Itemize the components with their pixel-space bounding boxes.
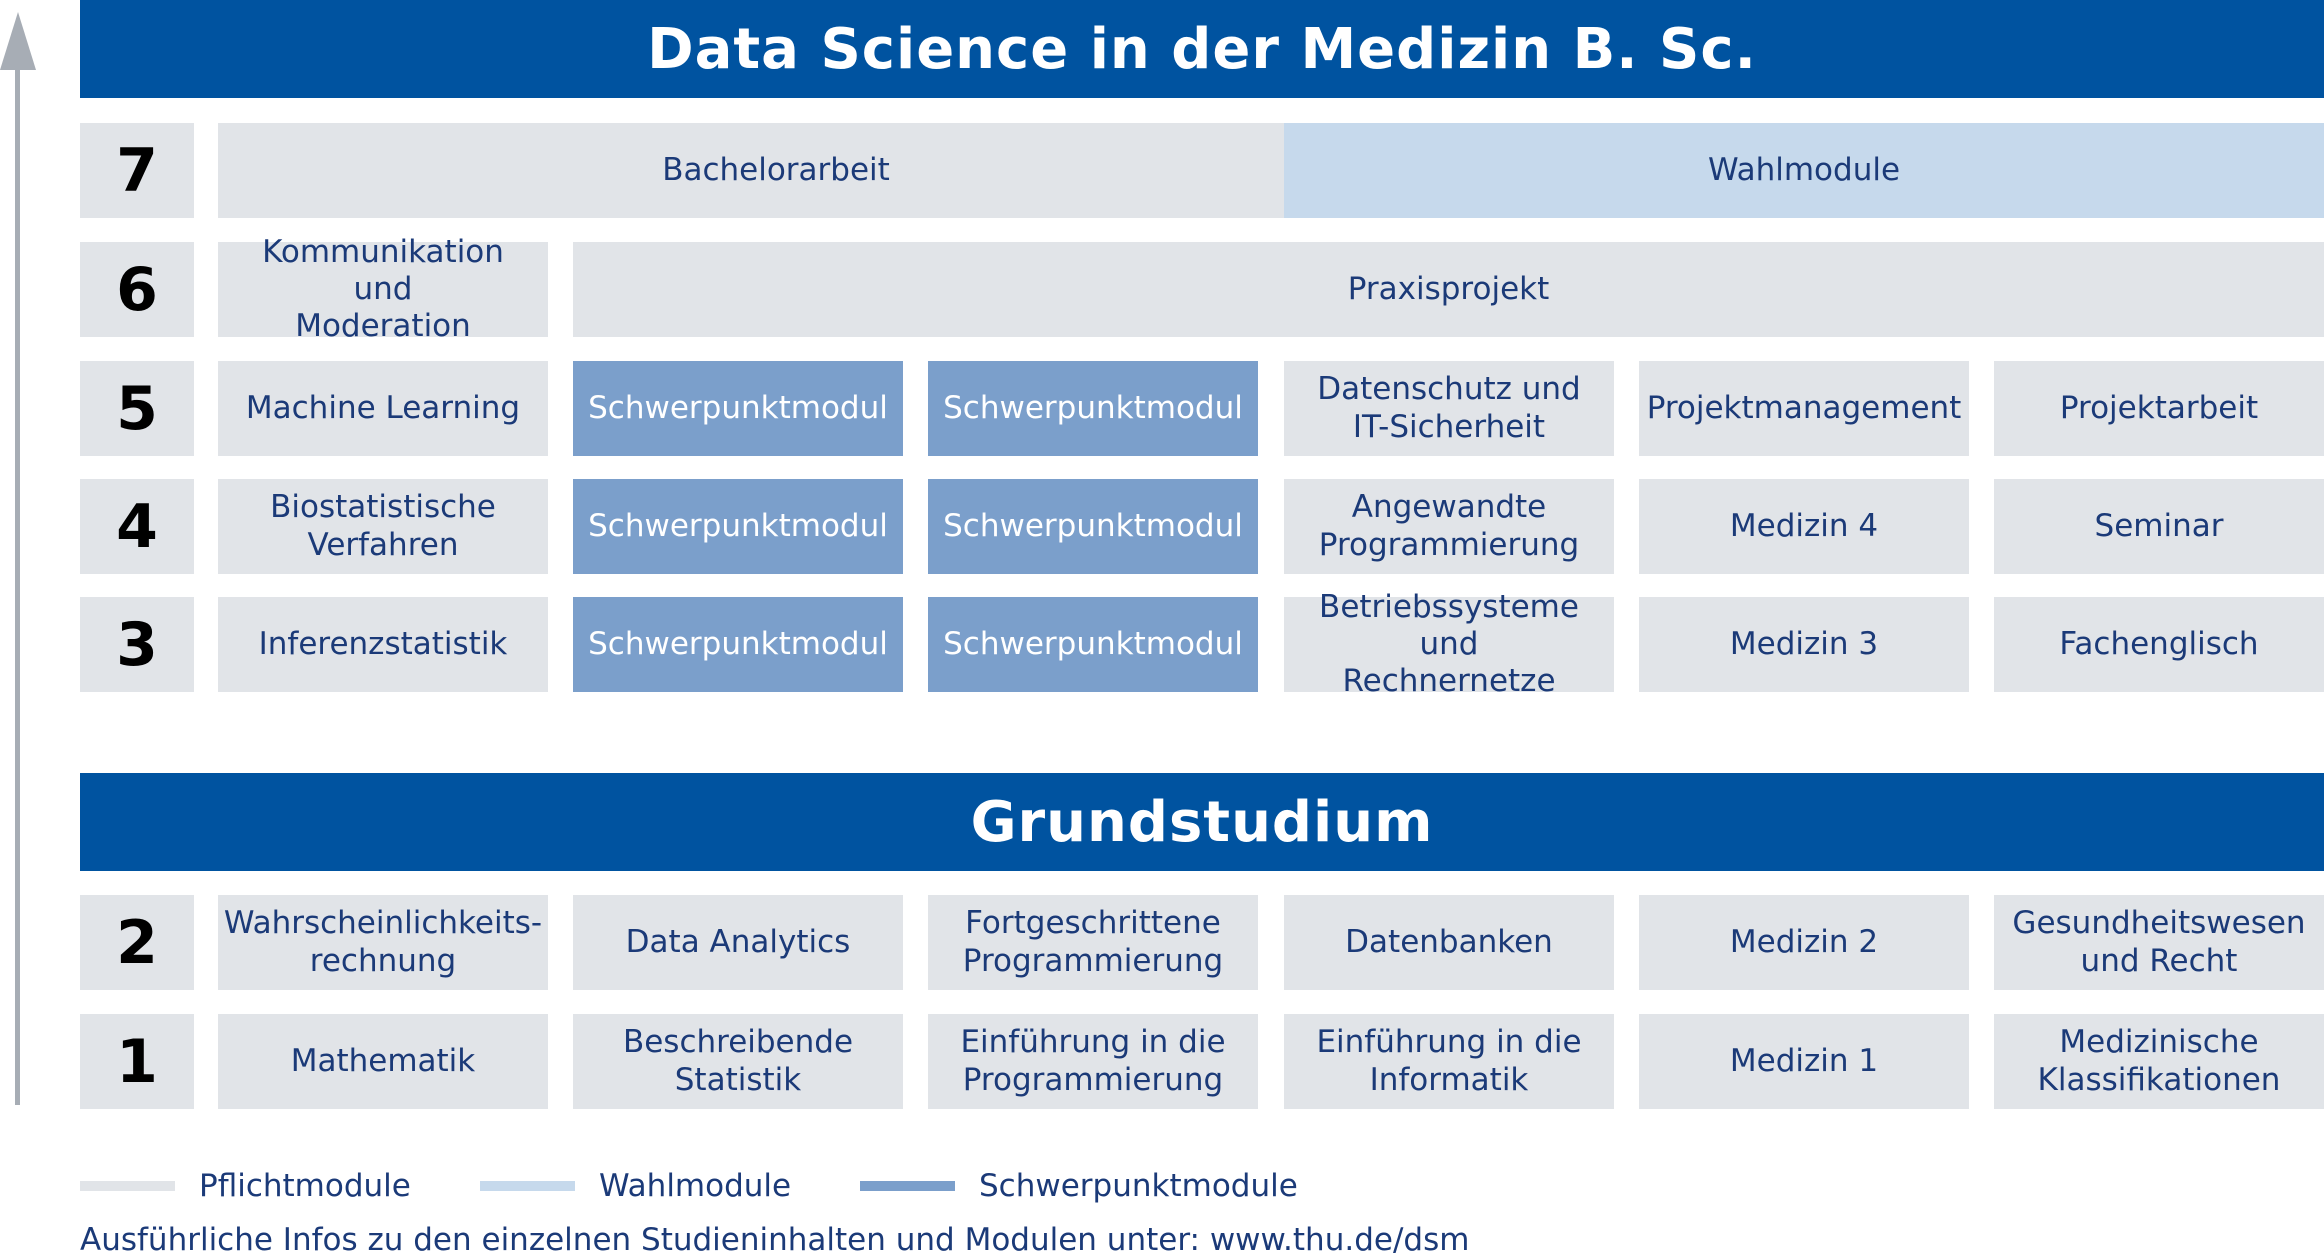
module-cell <box>1284 895 1614 990</box>
grundstudium-title: Grundstudium <box>970 789 1434 855</box>
module-cell <box>218 479 548 574</box>
grundstudium-banner <box>80 773 2324 871</box>
module-label: Schwerpunktmodul <box>588 625 888 662</box>
module-cell <box>218 361 548 456</box>
module-label: Datenbanken <box>1345 923 1553 960</box>
legend-item-pflicht <box>80 1166 411 1206</box>
semester-number: 7 <box>80 123 194 218</box>
legend-label: Pflichtmodule <box>199 1168 411 1204</box>
module-cell <box>1994 1014 2324 1109</box>
module-cell <box>1284 361 1614 456</box>
module-label: Projektarbeit <box>2059 389 2259 426</box>
module-label: Schwerpunktmodul <box>588 389 888 426</box>
module-label: Schwerpunktmodul <box>943 625 1243 662</box>
module-label: Einführung in die Programmierung <box>960 1024 1226 1098</box>
timeline-arrow-icon <box>0 12 36 70</box>
module-cell <box>1284 1014 1614 1109</box>
module-label: Bachelorarbeit <box>662 151 890 188</box>
program-title-banner <box>80 0 2324 98</box>
module-label: Wahrscheinlichkeits- rechnung <box>223 905 543 979</box>
semester-row-4 <box>80 479 2324 574</box>
semester-row-5 <box>80 361 2324 456</box>
module-label: Schwerpunktmodul <box>943 507 1243 544</box>
module-label: Projektmanagement <box>1646 389 1962 426</box>
legend-swatch-wahl <box>480 1181 575 1191</box>
module-cell <box>218 233 548 345</box>
module-label: Praxisprojekt <box>1347 270 1550 307</box>
module-label: Datenschutz und IT-Sicherheit <box>1317 371 1581 445</box>
module-cell <box>573 597 903 692</box>
module-cell <box>1639 895 1969 990</box>
timeline-arrow-shaft <box>15 65 20 1105</box>
module-label: Machine Learning <box>245 389 521 426</box>
module-cell <box>928 597 1258 692</box>
module-cell <box>573 361 903 456</box>
module-label: Medizin 2 <box>1729 923 1879 960</box>
module-cell <box>1284 588 1614 700</box>
module-label: Medizin 1 <box>1729 1042 1879 1079</box>
module-cell <box>218 1014 548 1109</box>
module-label: Betriebssysteme und Rechnernetze <box>1319 588 1579 700</box>
footnote: Ausführliche Infos zu den einzelnen Studieninhalten und Modulen unter: www.thu.de/dsm <box>80 1222 1470 1258</box>
module-cell <box>928 479 1258 574</box>
semester-number: 2 <box>80 895 194 990</box>
module-label: Biostatistische Verfahren <box>270 489 496 563</box>
semester-number: 4 <box>80 479 194 574</box>
module-label: Seminar <box>2094 507 2224 544</box>
semester-row-1 <box>80 1014 2324 1109</box>
module-cell <box>218 597 548 692</box>
module-cell <box>573 479 903 574</box>
module-label: Medizin 3 <box>1729 625 1879 662</box>
module-label: Schwerpunktmodul <box>588 507 888 544</box>
legend-swatch-pflicht <box>80 1181 175 1191</box>
module-label: Inferenzstatistik <box>258 625 508 662</box>
module-cell <box>573 895 903 990</box>
semester-row-3 <box>80 588 2324 700</box>
semester-number: 3 <box>80 597 194 692</box>
module-cell <box>1639 479 1969 574</box>
module-label: Mathematik <box>290 1042 476 1079</box>
module-label: Wahlmodule <box>1707 151 1901 188</box>
module-cell <box>1284 479 1614 574</box>
module-label: Einführung in die Informatik <box>1316 1024 1582 1098</box>
module-cell <box>1994 895 2324 990</box>
module-cell <box>1994 361 2324 456</box>
semester-row-6 <box>80 233 2324 345</box>
module-label: Beschreibende Statistik <box>622 1024 854 1098</box>
semester-row-2 <box>80 895 2324 990</box>
legend-label: Schwerpunktmodule <box>979 1168 1298 1204</box>
module-cell <box>573 1014 903 1109</box>
module-cell <box>928 361 1258 456</box>
module-cell <box>218 123 1334 218</box>
legend-swatch-schwerpunkt <box>860 1181 955 1191</box>
module-cell <box>1284 123 2324 218</box>
legend-item-schwerpunkt <box>860 1166 1298 1206</box>
module-cell <box>218 895 548 990</box>
semester-number: 1 <box>80 1014 194 1109</box>
module-cell <box>1639 597 1969 692</box>
module-label: Angewandte Programmierung <box>1318 489 1580 563</box>
module-label: Data Analytics <box>625 923 851 960</box>
module-cell <box>928 1014 1258 1109</box>
module-label: Schwerpunktmodul <box>943 389 1243 426</box>
module-label: Fortgeschrittene Programmierung <box>962 905 1224 979</box>
module-label: Medizinische Klassifikationen <box>2037 1024 2281 1098</box>
legend <box>80 1166 1480 1206</box>
program-title: Data Science in der Medizin B. Sc. <box>647 16 1757 82</box>
module-label: Medizin 4 <box>1729 507 1879 544</box>
module-label: Gesundheitswesen und Recht <box>2012 905 2306 979</box>
legend-item-wahl <box>480 1166 791 1206</box>
module-label: Kommunikation und Moderation <box>262 233 504 345</box>
module-cell <box>1994 597 2324 692</box>
module-cell <box>928 895 1258 990</box>
module-label: Fachenglisch <box>2059 625 2259 662</box>
module-cell <box>1639 361 1969 456</box>
semester-number: 6 <box>80 242 194 337</box>
module-cell <box>1994 479 2324 574</box>
legend-label: Wahlmodule <box>599 1168 792 1204</box>
module-cell <box>1639 1014 1969 1109</box>
semester-row-7 <box>80 123 2324 218</box>
semester-number: 5 <box>80 361 194 456</box>
module-cell <box>573 242 2324 337</box>
